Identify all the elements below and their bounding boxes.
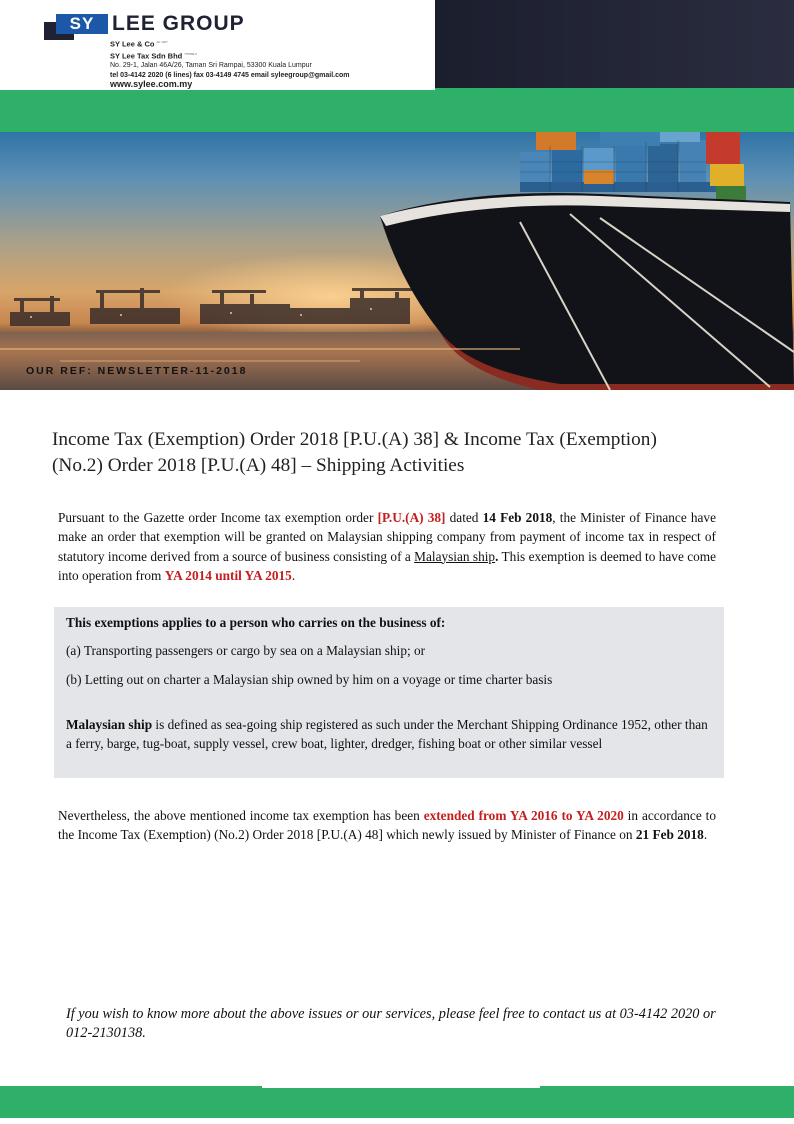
contact-line: tel 03-4142 2020 (6 lines) fax 03-4149 4745 email syleegroup@gmail.com	[110, 71, 350, 79]
sy-logo	[44, 14, 108, 40]
newsletter-reference: OUR REF: NEWSLETTER-11-2018	[26, 365, 248, 377]
exemption-years-highlight: YA 2014 until YA 2015	[164, 567, 292, 583]
box-definition	[66, 715, 716, 754]
p2-text-1: Nevertheless, the above mentioned income tax exemption has been	[58, 808, 424, 823]
banner-photo	[0, 132, 794, 390]
p1-text-2: dated	[445, 510, 483, 525]
p1-text-4: This exemption is deemed to have come into operation from	[58, 548, 717, 583]
definition-term: Malaysian ship	[66, 717, 153, 732]
p1-text-3: , the Minister of Finance have make an order that exemption will be granted on Malaysian shipping company from payment of income tax in respect of statutory income derived from a source of business consisting of a	[58, 510, 716, 564]
gazette-date: 14 Feb 2018	[482, 510, 553, 525]
company-name: LEE GROUP	[112, 12, 245, 35]
website: www.sylee.com.my	[110, 79, 193, 90]
p2-text-3: .	[703, 827, 708, 843]
definition-text: is defined as sea-going ship registered as such under the Merchant Shipping Ordinance 1952, other than a ferry, barge, tug-boat, supply vessel, crew boat, lighter, dredger, fishing boat or other similar vessel	[66, 717, 708, 752]
address-line: No. 29-1, Jalan 46A/26, Taman Sri Rampai, 53300 Kuala Lumpur	[110, 62, 312, 70]
article-title	[52, 427, 752, 479]
extension-highlight: extended from YA 2016 to YA 2020	[423, 808, 624, 823]
extension-paragraph	[58, 806, 716, 845]
title-line-1: Income Tax (Exemption) Order 2018 [P.U.(A) 38] & Income Tax (Exemption)	[52, 429, 657, 450]
entity-name-2: SY Lee Tax Sdn Bhd	[110, 51, 183, 61]
box-item-a: (a) Transporting passengers or cargo by sea on a Malaysian ship; or	[66, 643, 426, 658]
entity-reg-1: AF 1207	[156, 40, 168, 44]
contact-note: If you wish to know more about the above issues or our services, please feel free to contact us at 03-4142 2020 or 012-2130138.	[66, 1006, 716, 1041]
extension-date: 21 Feb 2018	[635, 827, 704, 843]
title-line-2: (No.2) Order 2018 [P.U.(A) 48] – Shipping Activities	[52, 455, 465, 476]
gazette-ref-highlight: [P.U.(A) 38]	[377, 510, 446, 525]
entity-name-1: SY Lee & Co	[110, 39, 155, 49]
header-green-band	[0, 88, 794, 132]
footer-green-band	[0, 1086, 794, 1118]
entity-reg-2: 775969-K	[184, 51, 198, 56]
p1-text-5: .	[291, 567, 296, 583]
p1-text-1: Pursuant to the Gazette order Income tax exemption order	[58, 510, 378, 525]
exemption-scope-box	[54, 607, 724, 778]
malaysian-ship-term: Malaysian ship	[414, 548, 496, 564]
intro-paragraph	[58, 508, 716, 585]
letterhead	[0, 0, 435, 90]
logo-initials: SY	[56, 14, 108, 34]
box-item-b: (b) Letting out on charter a Malaysian ship owned by him on a voyage or time charter basis	[66, 672, 553, 687]
p2-text-2: in accordance to the Income Tax (Exemption) (No.2) Order 2018 [P.U.(A) 48] which newly issued by Minister of Finance on	[58, 808, 716, 843]
box-heading: This exemptions applies to a person who carries on the business of:	[66, 615, 446, 630]
company-address-block	[110, 38, 350, 90]
footer-divider	[262, 1084, 540, 1088]
cargo-ship-illustration	[0, 132, 794, 390]
p1-bold-period: .	[495, 548, 499, 564]
